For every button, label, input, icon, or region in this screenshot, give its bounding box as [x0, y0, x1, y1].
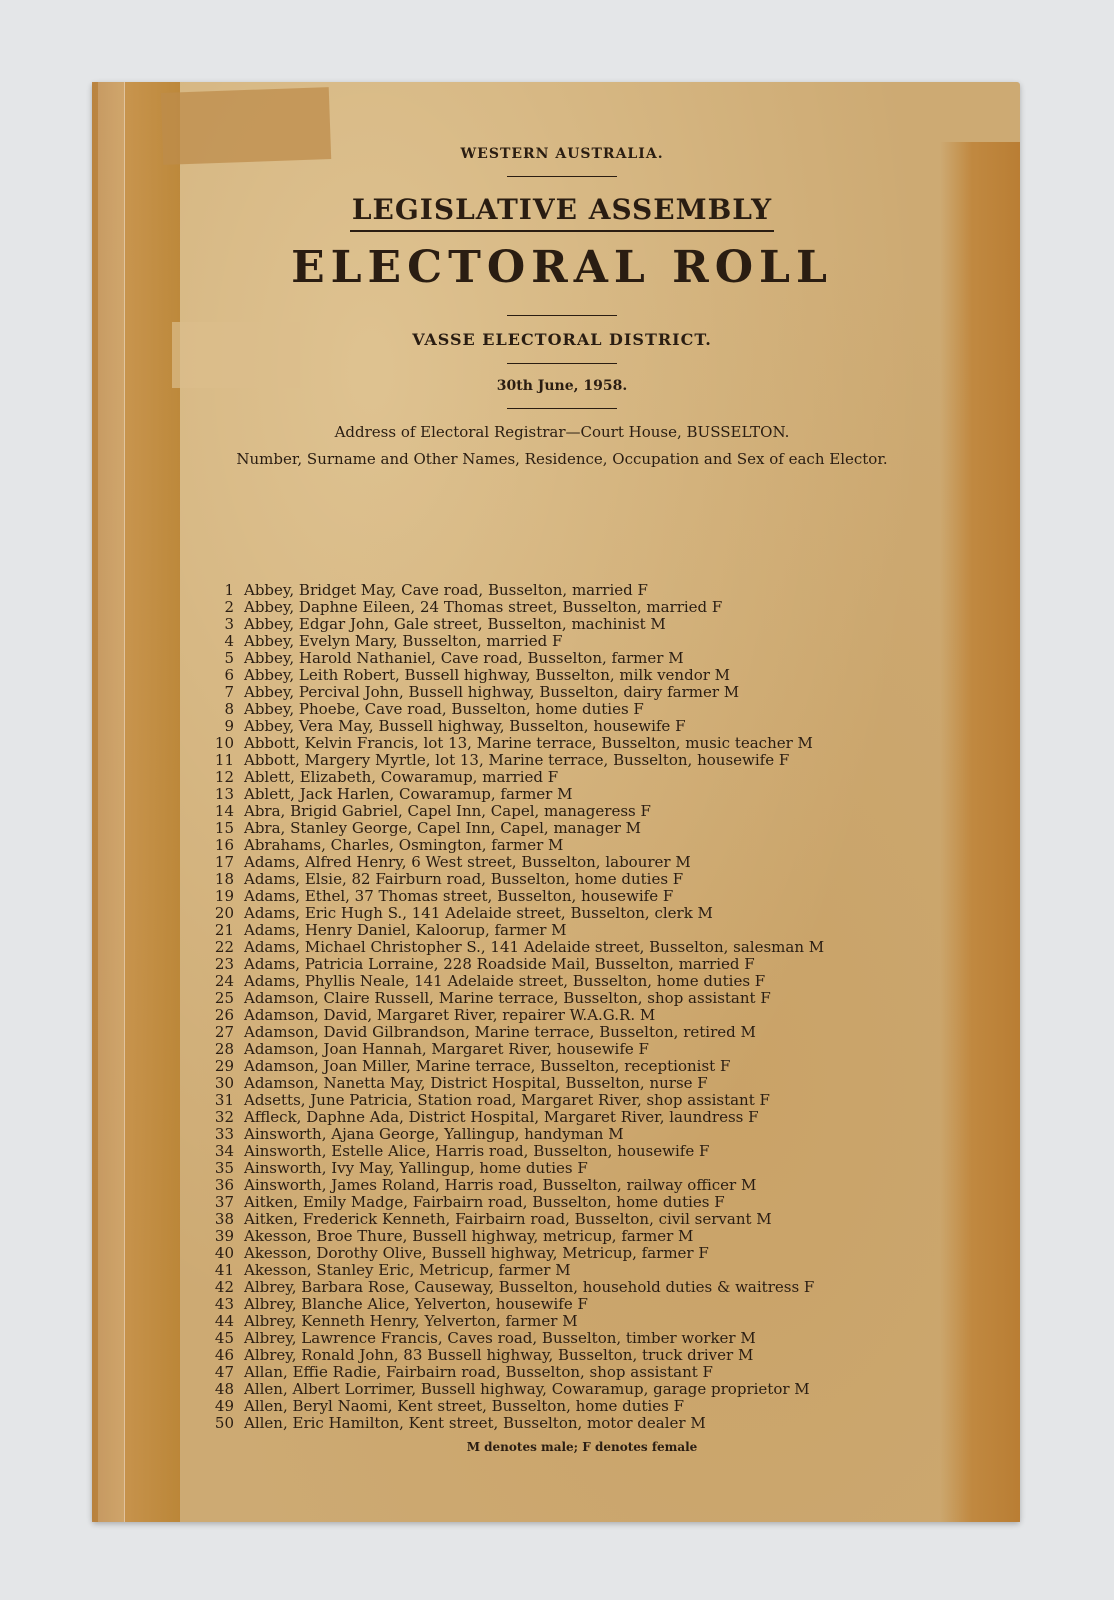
elector-details: Adams, Henry Daniel, Kaloorup, farmer M — [244, 921, 567, 939]
list-item — [192, 752, 1012, 769]
elector-details: Albrey, Barbara Rose, Causeway, Busselton, household duties & waitress F — [244, 1278, 815, 1296]
divider — [507, 363, 617, 364]
elector-details: Adamson, David, Margaret River, repairer W.A.G.R. M — [244, 1006, 656, 1024]
elector-number: 21 — [214, 921, 234, 939]
elector-number: 30 — [214, 1074, 234, 1092]
list-item — [192, 650, 1012, 667]
list-item — [192, 837, 1012, 854]
elector-number: 7 — [224, 683, 234, 701]
elector-number: 49 — [214, 1397, 234, 1415]
elector-details: Adamson, Claire Russell, Marine terrace, Busselton, shop assistant F — [244, 989, 771, 1007]
list-item — [192, 820, 1012, 837]
list-item — [192, 1381, 1012, 1398]
elector-details: Adamson, Joan Miller, Marine terrace, Busselton, receptionist F — [244, 1057, 731, 1075]
roll-date: 30th June, 1958. — [496, 378, 628, 394]
elector-details: Allen, Albert Lorrimer, Bussell highway, Cowaramup, garage proprietor M — [244, 1380, 810, 1398]
elector-number: 42 — [214, 1278, 234, 1296]
list-item — [192, 582, 1012, 599]
elector-details: Affleck, Daphne Ada, District Hospital, Margaret River, laundress F — [244, 1108, 759, 1126]
elector-number: 44 — [214, 1312, 234, 1330]
elector-details: Adams, Michael Christopher S., 141 Adelaide street, Busselton, salesman M — [244, 938, 825, 956]
elector-number: 8 — [224, 700, 234, 718]
elector-details: Abbey, Bridget May, Cave road, Busselton, married F — [244, 581, 648, 599]
elector-details: Albrey, Kenneth Henry, Yelverton, farmer M — [244, 1312, 578, 1330]
elector-list — [192, 582, 1012, 1432]
list-item — [192, 718, 1012, 735]
elector-number: 26 — [214, 1006, 234, 1024]
spine-tape — [98, 82, 125, 1522]
elector-details: Abbey, Vera May, Bussell highway, Busselton, housewife F — [244, 717, 686, 735]
list-item — [192, 1296, 1012, 1313]
elector-details: Abbey, Leith Robert, Bussell highway, Busselton, milk vendor M — [244, 666, 731, 684]
divider — [507, 176, 617, 177]
elector-number: 29 — [214, 1057, 234, 1075]
list-item — [192, 1092, 1012, 1109]
list-item — [192, 905, 1012, 922]
list-item — [192, 1364, 1012, 1381]
elector-details: Albrey, Lawrence Francis, Caves road, Busselton, timber worker M — [244, 1329, 756, 1347]
elector-details: Abra, Brigid Gabriel, Capel Inn, Capel, manageress F — [244, 802, 651, 820]
list-item — [192, 633, 1012, 650]
elector-number: 27 — [214, 1023, 234, 1041]
elector-number: 31 — [214, 1091, 234, 1109]
elector-details: Adamson, Joan Hannah, Margaret River, housewife F — [244, 1040, 649, 1058]
elector-details: Adams, Ethel, 37 Thomas street, Busselton, housewife F — [244, 887, 674, 905]
elector-number: 23 — [214, 955, 234, 973]
elector-number: 19 — [214, 887, 234, 905]
list-item — [192, 1262, 1012, 1279]
elector-details: Abbey, Evelyn Mary, Busselton, married F — [244, 632, 563, 650]
elector-number: 4 — [224, 632, 234, 650]
elector-details: Aitken, Emily Madge, Fairbairn road, Busselton, home duties F — [244, 1193, 725, 1211]
elector-number: 14 — [214, 802, 234, 820]
list-item — [192, 803, 1012, 820]
list-item — [192, 1041, 1012, 1058]
divider — [507, 315, 617, 316]
elector-details: Albrey, Blanche Alice, Yelverton, housewife F — [244, 1295, 588, 1313]
list-item — [192, 769, 1012, 786]
elector-details: Abbey, Edgar John, Gale street, Busselton, machinist M — [244, 615, 666, 633]
list-item — [192, 1415, 1012, 1432]
elector-details: Ainsworth, Ajana George, Yallingup, handyman M — [244, 1125, 624, 1143]
elector-number: 28 — [214, 1040, 234, 1058]
list-item — [192, 616, 1012, 633]
list-item — [192, 1194, 1012, 1211]
elector-details: Akesson, Broe Thure, Bussell highway, metricup, farmer M — [244, 1227, 694, 1245]
list-item — [192, 939, 1012, 956]
elector-number: 38 — [214, 1210, 234, 1228]
list-item — [192, 871, 1012, 888]
divider — [507, 408, 617, 409]
elector-number: 10 — [214, 734, 234, 752]
elector-number: 18 — [214, 870, 234, 888]
elector-number: 36 — [214, 1176, 234, 1194]
list-item — [192, 1058, 1012, 1075]
elector-details: Ainsworth, James Roland, Harris road, Busselton, railway officer M — [244, 1176, 757, 1194]
elector-details: Abbey, Daphne Eileen, 24 Thomas street, Busselton, married F — [244, 598, 723, 616]
list-item — [192, 1347, 1012, 1364]
state-heading: WESTERN AUSTRALIA. — [460, 146, 664, 162]
list-item — [192, 599, 1012, 616]
list-item — [192, 1143, 1012, 1160]
elector-details: Adsetts, June Patricia, Station road, Margaret River, shop assistant F — [244, 1091, 770, 1109]
elector-details: Abbott, Kelvin Francis, lot 13, Marine terrace, Busselton, music teacher M — [244, 734, 813, 752]
elector-details: Adamson, Nanetta May, District Hospital, Busselton, nurse F — [244, 1074, 708, 1092]
elector-number: 33 — [214, 1125, 234, 1143]
list-item — [192, 1228, 1012, 1245]
list-item — [192, 1313, 1012, 1330]
elector-number: 17 — [214, 853, 234, 871]
elector-details: Ablett, Elizabeth, Cowaramup, married F — [244, 768, 559, 786]
roll-document — [92, 82, 1020, 1522]
list-item — [192, 667, 1012, 684]
elector-details: Aitken, Frederick Kenneth, Fairbairn road, Busselton, civil servant M — [244, 1210, 772, 1228]
elector-number: 22 — [214, 938, 234, 956]
column-heading: Number, Surname and Other Names, Residence, Occupation and Sex of each Elector. — [236, 450, 888, 468]
elector-details: Abrahams, Charles, Osmington, farmer M — [244, 836, 564, 854]
list-item — [192, 684, 1012, 701]
elector-details: Allen, Beryl Naomi, Kent street, Busselton, home duties F — [244, 1397, 685, 1415]
list-item — [192, 1177, 1012, 1194]
list-item — [192, 973, 1012, 990]
elector-number: 37 — [214, 1193, 234, 1211]
list-item — [192, 1245, 1012, 1262]
elector-details: Abra, Stanley George, Capel Inn, Capel, manager M — [244, 819, 642, 837]
elector-details: Akesson, Stanley Eric, Metricup, farmer M — [244, 1261, 571, 1279]
list-item — [192, 1211, 1012, 1228]
elector-details: Abbott, Margery Myrtle, lot 13, Marine terrace, Busselton, housewife F — [244, 751, 790, 769]
list-item — [192, 1330, 1012, 1347]
list-item — [192, 956, 1012, 973]
list-item — [192, 1024, 1012, 1041]
footnote: M denotes male; F denotes female — [466, 1440, 698, 1454]
elector-details: Ablett, Jack Harlen, Cowaramup, farmer M — [244, 785, 573, 803]
elector-number: 24 — [214, 972, 234, 990]
elector-number: 45 — [214, 1329, 234, 1347]
elector-number: 9 — [224, 717, 234, 735]
list-item — [192, 786, 1012, 803]
list-item — [192, 854, 1012, 871]
elector-details: Ainsworth, Estelle Alice, Harris road, Busselton, housewife F — [244, 1142, 710, 1160]
document-title: ELECTORAL ROLL — [291, 242, 833, 293]
list-item — [192, 1109, 1012, 1126]
elector-number: 47 — [214, 1363, 234, 1381]
elector-number: 20 — [214, 904, 234, 922]
list-item — [192, 1007, 1012, 1024]
list-item — [192, 1075, 1012, 1092]
district-heading: VASSE ELECTORAL DISTRICT. — [412, 330, 712, 349]
elector-number: 35 — [214, 1159, 234, 1177]
elector-number: 5 — [224, 649, 234, 667]
list-item — [192, 990, 1012, 1007]
elector-details: Adamson, David Gilbrandson, Marine terrace, Busselton, retired M — [244, 1023, 756, 1041]
house-heading: LEGISLATIVE ASSEMBLY — [350, 193, 774, 232]
elector-number: 12 — [214, 768, 234, 786]
elector-number: 48 — [214, 1380, 234, 1398]
elector-details: Abbey, Phoebe, Cave road, Busselton, home duties F — [244, 700, 644, 718]
elector-number: 41 — [214, 1261, 234, 1279]
elector-number: 6 — [224, 666, 234, 684]
list-item — [192, 888, 1012, 905]
elector-details: Albrey, Ronald John, 83 Bussell highway, Busselton, truck driver M — [244, 1346, 754, 1364]
elector-number: 11 — [214, 751, 234, 769]
elector-number: 40 — [214, 1244, 234, 1262]
elector-details: Abbey, Harold Nathaniel, Cave road, Busselton, farmer M — [244, 649, 684, 667]
elector-details: Adams, Alfred Henry, 6 West street, Busselton, labourer M — [244, 853, 691, 871]
elector-number: 46 — [214, 1346, 234, 1364]
elector-details: Allan, Effie Radie, Fairbairn road, Busselton, shop assistant F — [244, 1363, 713, 1381]
elector-number: 2 — [224, 598, 234, 616]
elector-number: 34 — [214, 1142, 234, 1160]
title-block — [192, 144, 932, 468]
list-item — [192, 1279, 1012, 1296]
elector-details: Allen, Eric Hamilton, Kent street, Busselton, motor dealer M — [244, 1414, 706, 1432]
list-item — [192, 735, 1012, 752]
elector-details: Adams, Eric Hugh S., 141 Adelaide street, Busselton, clerk M — [244, 904, 713, 922]
elector-number: 13 — [214, 785, 234, 803]
list-item — [192, 1398, 1012, 1415]
elector-number: 16 — [214, 836, 234, 854]
elector-number: 43 — [214, 1295, 234, 1313]
elector-details: Adams, Elsie, 82 Fairburn road, Busselton, home duties F — [244, 870, 684, 888]
elector-number: 32 — [214, 1108, 234, 1126]
elector-details: Akesson, Dorothy Olive, Bussell highway, Metricup, farmer F — [244, 1244, 709, 1262]
elector-number: 15 — [214, 819, 234, 837]
list-item — [192, 1160, 1012, 1177]
elector-number: 1 — [224, 581, 234, 599]
elector-number: 3 — [224, 615, 234, 633]
elector-number: 39 — [214, 1227, 234, 1245]
elector-number: 50 — [214, 1414, 234, 1432]
list-item — [192, 922, 1012, 939]
elector-details: Abbey, Percival John, Bussell highway, Busselton, dairy farmer M — [244, 683, 740, 701]
list-item — [192, 701, 1012, 718]
elector-details: Ainsworth, Ivy May, Yallingup, home duties F — [244, 1159, 588, 1177]
list-item — [192, 1126, 1012, 1143]
elector-number: 25 — [214, 989, 234, 1007]
registrar-address: Address of Electoral Registrar—Court House, BUSSELTON. — [334, 423, 790, 441]
elector-details: Adams, Phyllis Neale, 141 Adelaide street, Busselton, home duties F — [244, 972, 766, 990]
elector-details: Adams, Patricia Lorraine, 228 Roadside Mail, Busselton, married F — [244, 955, 755, 973]
